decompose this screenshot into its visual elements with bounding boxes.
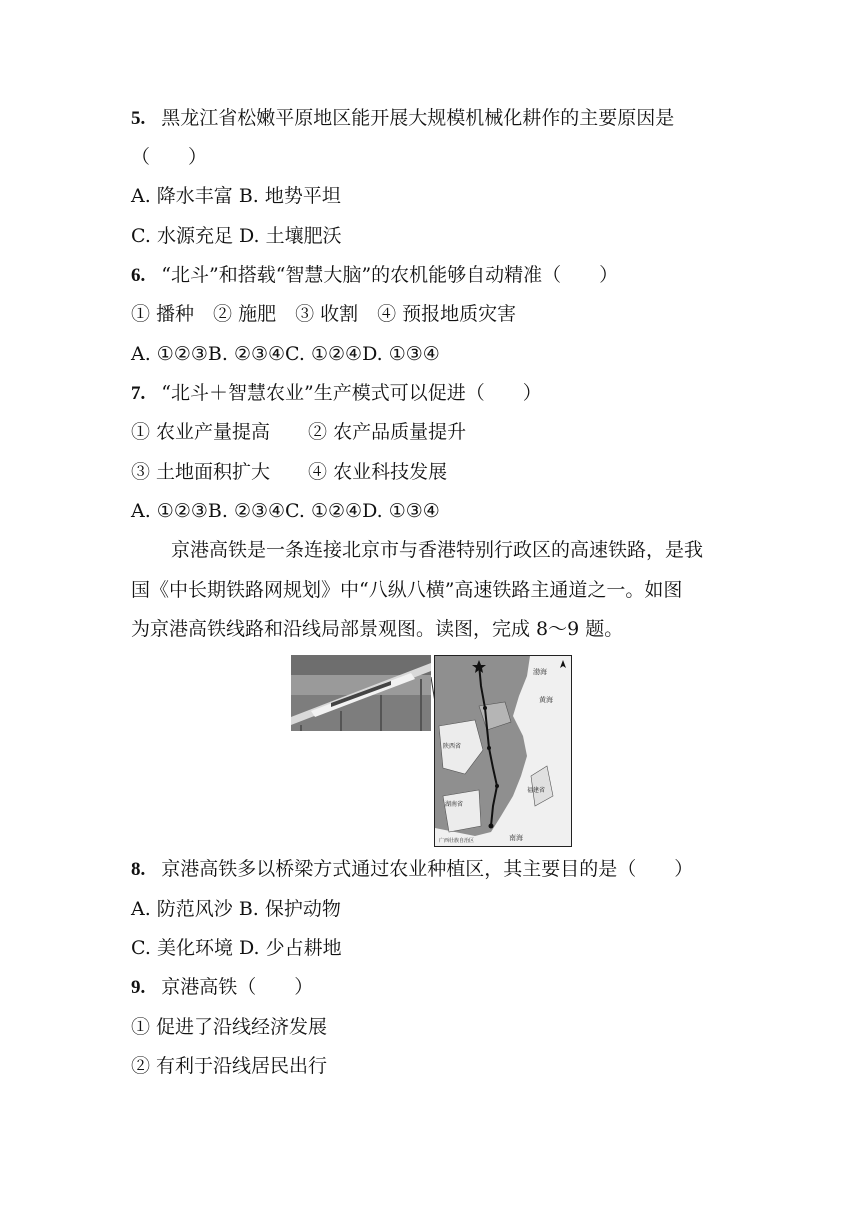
q8-options-1: A. 防范风沙 B. 保护动物 [131,898,341,920]
q9-stem-line [131,975,313,1000]
map-label-guangxi: 广西壮族自治区 [439,838,475,844]
q6-stem-line [131,263,618,288]
q7-options: A. ①②③B. ②③④C. ①②④D. ①③④ [131,500,440,522]
q8-stem-line [131,857,693,882]
map-label-nanhai: 南海 [509,834,523,842]
map-label-fujian: 福建省 [527,787,546,794]
q8-number: 8. [131,859,146,880]
q7-stem: “北斗＋智慧农业”生产模式可以促进（ ） [161,382,542,404]
q7-items-2: ③ 土地面积扩大 ④ 农业科技发展 [131,461,448,483]
q8-options-2: C. 美化环境 D. 少占耕地 [131,937,342,959]
map-label-shanxi: 陕西省 [443,743,462,750]
q5-stem-line [131,106,674,131]
q5-number: 5. [131,108,146,129]
q6-stem: “北斗”和搭载“智慧大脑”的农机能够自动精准（ ） [161,264,619,286]
map-label-huanghai: 黄海 [539,696,553,704]
q5-bracket: （ ） [131,146,208,168]
q5-stem: 黑龙江省松嫩平原地区能开展大规模机械化耕作的主要原因是 [161,107,675,129]
q7-number: 7. [131,383,146,404]
passage-line-2: 国《中长期铁路网规划》中“八纵八横”高速铁路主通道之一。如图 [131,579,683,601]
q6-items: ① 播种 ② 施肥 ③ 收割 ④ 预报地质灾害 [131,303,517,325]
q6-number: 6. [131,265,146,286]
figure [291,655,571,847]
q9-item-2: ② 有利于沿线居民出行 [131,1055,328,1077]
q7-stem-line [131,381,542,406]
high-speed-train-bridge-photo-icon [291,655,431,731]
map-label-bohai: 渤海 [533,668,547,676]
q9-number: 9. [131,977,146,998]
railway-route-map-icon [434,655,572,847]
passage-line-3: 为京港高铁线路和沿线局部景观图。读图，完成 8～9 题。 [131,618,624,640]
q9-item-1: ① 促进了沿线经济发展 [131,1016,328,1038]
map-label-hunan: 湖南省 [445,801,464,808]
q9-stem: 京港高铁（ ） [161,976,314,998]
passage-line-1: 京港高铁是一条连接北京市与香港特别行政区的高速铁路，是我 [171,539,704,561]
q7-items-1: ① 农业产量提高 ② 农产品质量提升 [131,421,467,443]
q8-stem: 京港高铁多以桥梁方式通过农业种植区，其主要目的是（ ） [161,858,694,880]
q6-options: A. ①②③B. ②③④C. ①②④D. ①③④ [131,343,440,365]
q5-options-1: A. 降水丰富 B. 地势平坦 [131,185,341,207]
q5-options-2: C. 水源充足 D. 土壤肥沃 [131,225,342,247]
